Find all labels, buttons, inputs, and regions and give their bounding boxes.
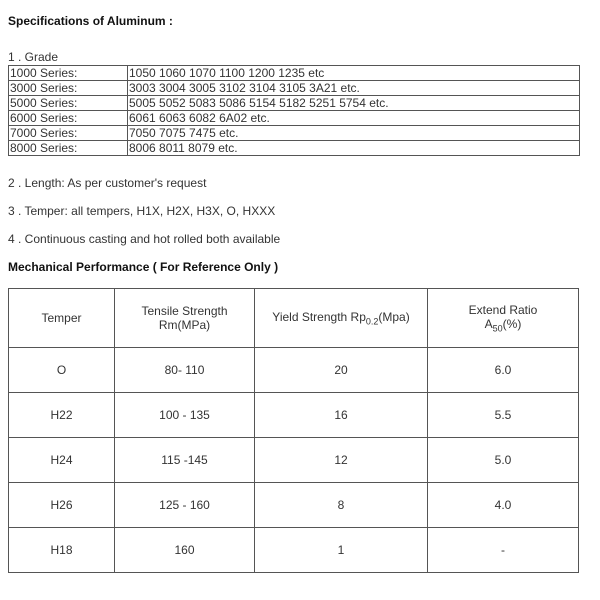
extend-cell: - [428,528,579,573]
grade-series: 7000 Series: [9,126,128,141]
tensile-cell: 100 - 135 [115,393,255,438]
grade-series: 5000 Series: [9,96,128,111]
tensile-cell: 80- 110 [115,348,255,393]
yield-cell: 1 [255,528,428,573]
tensile-line2: Rm(MPa) [158,318,211,332]
extend-cell: 6.0 [428,348,579,393]
header-extend [428,289,579,348]
yield-cell: 12 [255,438,428,483]
extend-cell: 5.0 [428,438,579,483]
temper-cell: H24 [9,438,115,483]
length-text: 2 . Length: As per customer's request [8,176,207,190]
grade-alloys: 1050 1060 1070 1100 1200 1235 etc [128,66,580,81]
page-title: Specifications of Aluminum : [8,14,173,28]
grade-alloys: 6061 6063 6082 6A02 etc. [128,111,580,126]
grade-label: 1 . Grade [8,50,59,64]
temper-cell: H26 [9,483,115,528]
temper-cell: O [9,348,115,393]
table-row [9,348,579,393]
grade-alloys: 5005 5052 5083 5086 5154 5182 5251 5754 etc. [128,96,580,111]
tensile-cell: 160 [115,528,255,573]
grade-series: 6000 Series: [9,111,128,126]
grade-row [9,66,580,81]
mechanical-table [8,288,579,573]
grade-table [8,65,580,156]
header-yield [255,289,428,348]
yield-cell: 8 [255,483,428,528]
grade-row [9,96,580,111]
extend-cell: 4.0 [428,483,579,528]
grade-row [9,141,580,156]
grade-series: 8000 Series: [9,141,128,156]
grade-alloys: 3003 3004 3005 3102 3104 3105 3A21 etc. [128,81,580,96]
ext-pre: A [484,316,493,331]
ext-post: (%) [502,316,522,331]
extend-cell: 5.5 [428,393,579,438]
temper-text: 3 . Temper: all tempers, H1X, H2X, H3X, O, HXXX [8,204,276,218]
grade-series: 3000 Series: [9,81,128,96]
grade-row [9,111,580,126]
tensile-cell: 115 -145 [115,438,255,483]
mech-title: Mechanical Performance ( For Reference Only ) [8,260,279,274]
grade-row [9,126,580,141]
yield-sub: 0.2 [365,316,379,327]
grade-series: 1000 Series: [9,66,128,81]
ext-sub: 50 [492,323,503,334]
header-tensile [115,289,255,348]
tensile-line1: Tensile Strength [141,304,228,318]
header-row [9,289,579,348]
header-temper: Temper [9,289,115,348]
table-row [9,393,579,438]
grade-alloys: 8006 8011 8079 etc. [128,141,580,156]
ext-line1: Extend Ratio [468,302,538,317]
yield-post: (Mpa) [378,309,410,324]
tensile-cell: 125 - 160 [115,483,255,528]
yield-cell: 16 [255,393,428,438]
table-row [9,528,579,573]
temper-cell: H22 [9,393,115,438]
casting-text: 4 . Continuous casting and hot rolled both available [8,232,281,246]
yield-pre: Yield Strength Rp [272,309,366,324]
temper-cell: H18 [9,528,115,573]
table-row [9,483,579,528]
yield-cell: 20 [255,348,428,393]
table-row [9,438,579,483]
grade-row [9,81,580,96]
grade-alloys: 7050 7075 7475 etc. [128,126,580,141]
